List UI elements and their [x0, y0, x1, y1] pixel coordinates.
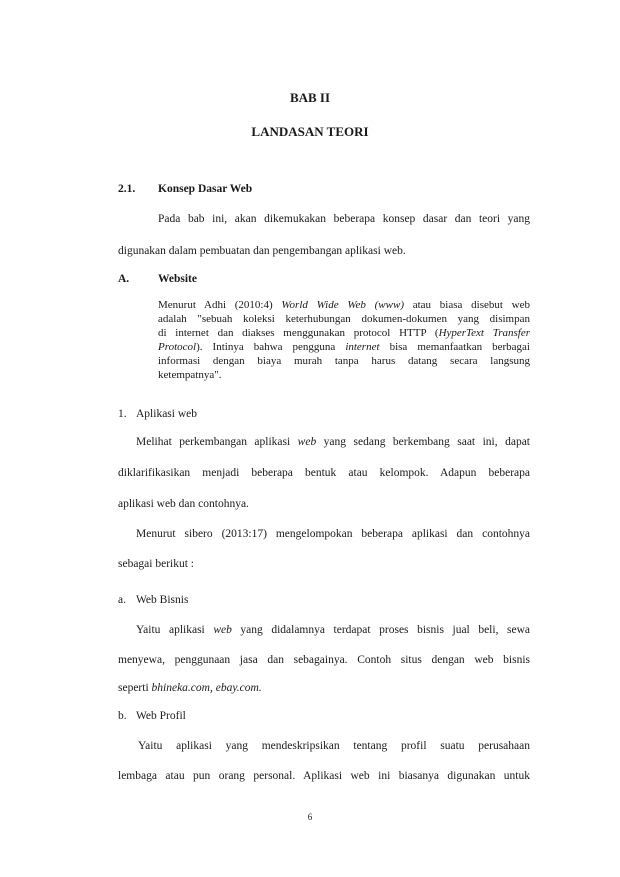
item-b-label: b. [118, 710, 127, 722]
quote-line-6: ketempatnya". [158, 369, 222, 381]
para3-line-3: seperti bhineka.com, ebay.com. [118, 682, 262, 694]
section-number: 2.1. [118, 183, 136, 195]
item-b-title: Web Profil [136, 710, 186, 722]
para2-line-1: Menurut sibero (2013:17) mengelompokan beberapa aplikasi dan contohnya [136, 528, 530, 540]
subsection-a-title: Website [158, 273, 197, 285]
intro-line-1: Pada bab ini, akan dikemukakan beberapa konsep dasar dan teori yang [158, 213, 530, 225]
quote-line-4: Protocol). Intinya bahwa pengguna internet bisa memanfaatkan berbagai [158, 341, 530, 353]
quote-line-3: di internet dan diakses menggunakan protocol HTTP (HyperText Transfer [158, 327, 530, 339]
chapter-number: BAB II [289, 90, 331, 105]
para4-line-2: lembaga atau pun orang personal. Aplikasi web ini biasanya digunakan untuk [118, 770, 530, 782]
section-title: Konsep Dasar Web [158, 183, 253, 195]
item-a-label: a. [118, 594, 126, 606]
chapter-title: LANDASAN TEORI [251, 124, 369, 139]
para1-line-1: Melihat perkembangan aplikasi web yang sedang berkembang saat ini, dapat [136, 436, 530, 448]
para3-line-2: menyewa, penggunaan jasa dan sebagainya. Contoh situs dengan web bisnis [118, 654, 530, 666]
para2-line-2: sebagai berikut : [118, 558, 195, 570]
para1-line-2: diklarifikasikan menjadi beberapa bentuk atau kelompok. Adapun beberapa [118, 467, 530, 479]
item-1-title: Aplikasi web [136, 408, 198, 420]
quote-line-2: adalah "sebuah koleksi keterhubungan dokumen-dokumen yang disimpan [158, 313, 530, 325]
item-a-title: Web Bisnis [136, 594, 189, 606]
intro-line-2: digunakan dalam pembuatan dan pengembangan aplikasi web. [118, 245, 406, 257]
para4-line-1: Yaitu aplikasi yang mendeskripsikan tentang profil suatu perusahaan [138, 740, 530, 752]
quote-line-1: Menurut Adhi (2010:4) World Wide Web (www) atau biasa disebut web [158, 299, 530, 311]
para3-line-1: Yaitu aplikasi web yang didalamnya terdapat proses bisnis jual beli, sewa [136, 624, 530, 636]
quote-block [158, 298, 530, 382]
para1-line-3: aplikasi web dan contohnya. [118, 498, 249, 510]
quote-line-5: informasi dengan biaya murah tanpa harus datang secara langsung [158, 355, 530, 367]
subsection-a-label: A. [118, 273, 130, 285]
page-number: 6 [307, 812, 313, 822]
item-1-label: 1. [118, 408, 127, 420]
